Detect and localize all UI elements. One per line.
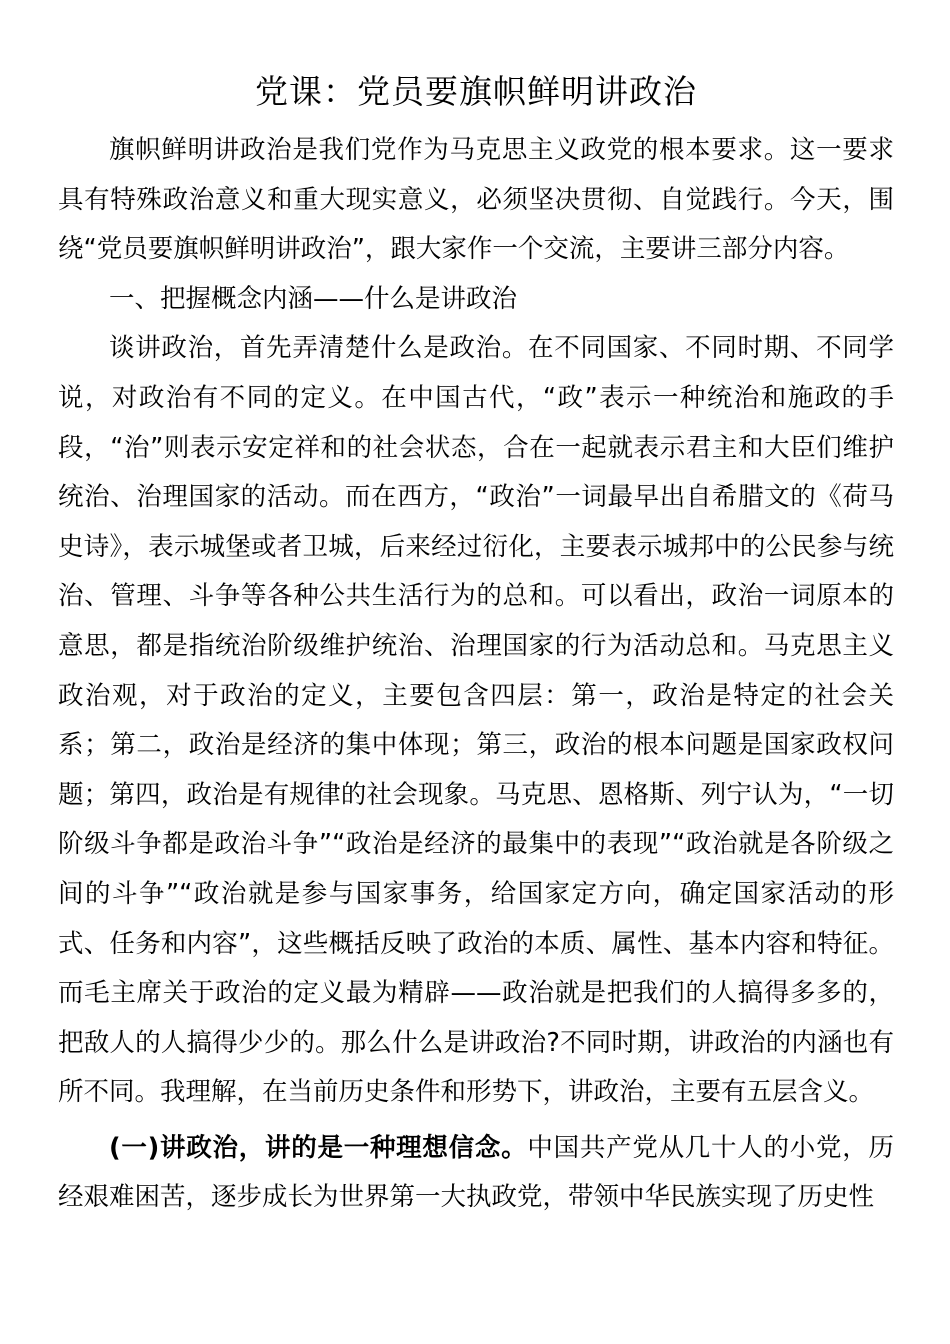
document-title: 党课：党员要旗帜鲜明讲政治 xyxy=(255,72,697,111)
intro-paragraph: 旗帜鲜明讲政治是我们党作为马克思主义政党的根本要求。这一要求具有特殊政治意义和重大现实意义，必须坚决贯彻、自觉践行。今天，围绕“党员要旗帜鲜明讲政治”，跟大家作一个交流，主要讲三部分内容。 xyxy=(58,135,894,265)
subsection-lead: (一)讲政治，讲的是一种理想信念。 xyxy=(109,1132,528,1163)
body-paragraph: 谈讲政治，首先弄清楚什么是政治。在不同国家、不同时期、不同学说，对政治有不同的定义。在中国古代，“政”表示一种统治和施政的手段，“治”则表示安定祥和的社会状态，合在一起就表示君主和大臣们维护统治、治理国家的活动。而在西方，“政治”一词最早出自希腊文的《荷马史诗》，表示城堡或者卫城，后来经过衍化，主要表示城邦中的公民参与统治、管理、斗争等各种公共生活行为的总和。可以看出，政治一词原本的意思，都是指统治阶级维护统治、治理国家的行为活动总和。马克思主义政治观，对于政治的定义，主要包含四层：第一，政治是特定的社会关系；第二，政治是经济的集中体现；第三，政治的根本问题是国家政权问题；第四，政治是有规律的社会现象。马克思、恩格斯、列宁认为，“一切阶级斗争都是政治斗争”“政治是经济的最集中的表现”“政治就是各阶级之间的斗争”“政治就是参与国家事务，给国家定方向，确定国家活动的形式、任务和内容”，这些概括反映了政治的本质、属性、基本内容和特征。而毛主席关于政治的定义最为精辟——政治就是把我们的人搞得多多的，把敌人的人搞得少少的。那么什么是讲政治?不同时期，讲政治的内涵也有所不同。我理解，在当前历史条件和形势下，讲政治，主要有五层含义。 xyxy=(58,333,894,1108)
document-page xyxy=(58,62,894,1223)
subsection-paragraph xyxy=(58,1124,894,1223)
section-heading: 一、把握概念内涵——什么是讲政治 xyxy=(109,283,518,314)
subsection-text: 中国共产党从几十人的小党，历经艰难困苦，逐步成长为世界第一大执政党，带领中华民族实现了历史性 xyxy=(58,1132,894,1213)
